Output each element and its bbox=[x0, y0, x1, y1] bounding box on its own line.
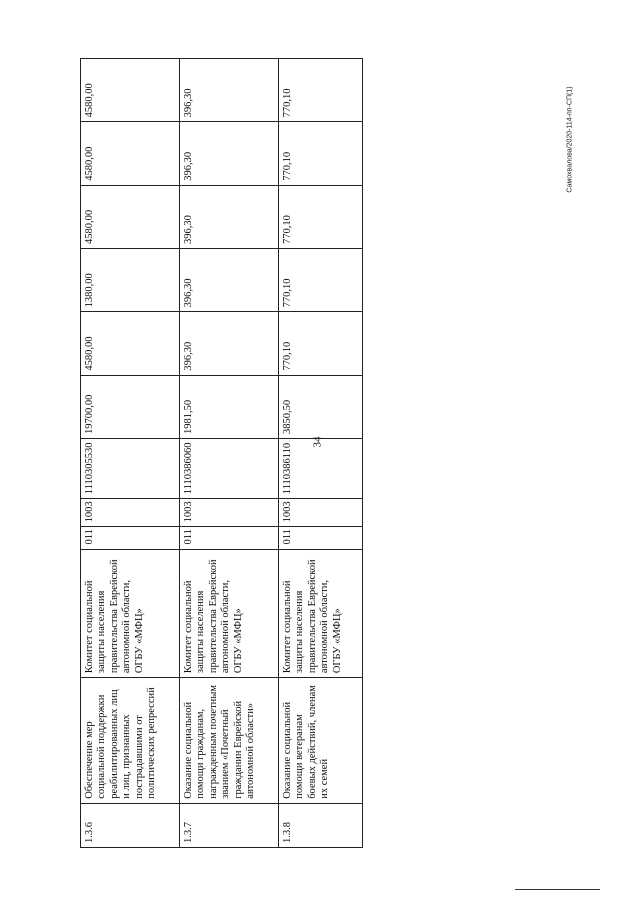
value-year: 4580,00 bbox=[81, 185, 180, 248]
value-year: 4580,00 bbox=[81, 59, 180, 122]
value-year: 396,30 bbox=[180, 312, 279, 375]
page-number: 34 bbox=[311, 436, 324, 448]
row-number: 1.3.8 bbox=[279, 803, 363, 847]
value-total: 19700,00 bbox=[81, 375, 180, 438]
value-year: 396,30 bbox=[180, 249, 279, 312]
measure-name: Оказание социальной помощи ветеранам боевых действий, членам их семей bbox=[279, 678, 363, 804]
value-total: 3850,50 bbox=[279, 375, 363, 438]
document-id: Самохвалова/2020-114-пп-СП(1) bbox=[566, 86, 574, 193]
grbs-code: 011 bbox=[180, 527, 279, 549]
value-year: 4580,00 bbox=[81, 312, 180, 375]
grbs-code: 011 bbox=[81, 527, 180, 549]
row-number: 1.3.7 bbox=[180, 803, 279, 847]
executor: Комитет социальной защиты населения правительства Еврейской автономной области, ОГБУ «МФЦ» bbox=[81, 549, 180, 678]
value-year: 770,10 bbox=[279, 249, 363, 312]
section-code: 1003 bbox=[279, 499, 363, 527]
table-row bbox=[81, 59, 180, 848]
value-year: 1380,00 bbox=[81, 249, 180, 312]
row-number: 1.3.6 bbox=[81, 803, 180, 847]
target-article-code: 1110386110 bbox=[279, 438, 363, 498]
executor: Комитет социальной защиты населения правительства Еврейской автономной области, ОГБУ «МФЦ» bbox=[279, 549, 363, 678]
value-year: 396,30 bbox=[180, 59, 279, 122]
footer-rule bbox=[515, 889, 600, 890]
value-year: 396,30 bbox=[180, 122, 279, 185]
executor: Комитет социальной защиты населения правительства Еврейской автономной области, ОГБУ «МФЦ» bbox=[180, 549, 279, 678]
section-code: 1003 bbox=[81, 499, 180, 527]
budget-table-container bbox=[80, 58, 363, 848]
value-year: 4580,00 bbox=[81, 122, 180, 185]
measure-name: Обеспечение мер социальной поддержки реабилитированных лиц и лиц, признанных пострадавшими от политических репрессий bbox=[81, 678, 180, 804]
value-year: 770,10 bbox=[279, 122, 363, 185]
value-year: 770,10 bbox=[279, 59, 363, 122]
target-article-code: 1110386060 bbox=[180, 438, 279, 498]
measure-name: Оказание социальной помощи гражданам, награжденным почетным званием «Почетный гражданин Еврейской автономной области» bbox=[180, 678, 279, 804]
target-article-code: 1110305530 bbox=[81, 438, 180, 498]
value-total: 1981,50 bbox=[180, 375, 279, 438]
table-row bbox=[180, 59, 279, 848]
table-row bbox=[279, 59, 363, 848]
section-code: 1003 bbox=[180, 499, 279, 527]
budget-table bbox=[80, 58, 363, 848]
value-year: 770,10 bbox=[279, 312, 363, 375]
value-year: 396,30 bbox=[180, 185, 279, 248]
value-year: 770,10 bbox=[279, 185, 363, 248]
grbs-code: 011 bbox=[279, 527, 363, 549]
